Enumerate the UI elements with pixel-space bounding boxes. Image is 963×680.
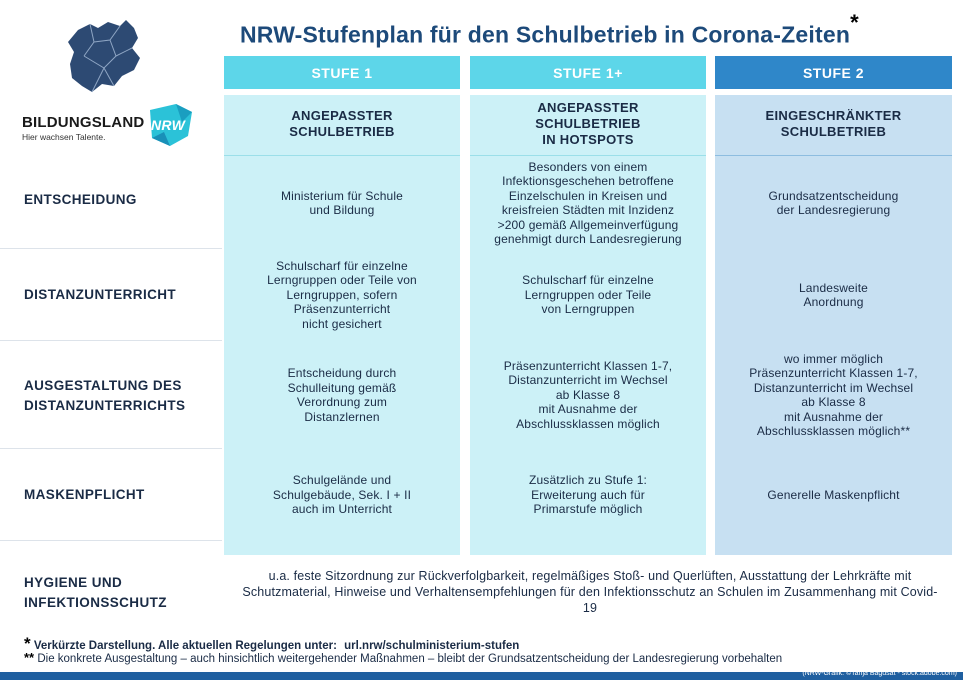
cell-text: Schulscharf für einzelne Lerngruppen oder Teile von Lerngruppen, sofern Präsenzunterricht nicht gesichert xyxy=(267,258,417,331)
cell-ausgestaltung-stufe-1-plus xyxy=(470,342,706,448)
cell-maskenpflicht-stufe-1 xyxy=(224,450,460,540)
cell-entscheidung-stufe-1-plus xyxy=(470,158,706,248)
cell-text: Grundsatzentscheidung der Landesregierung xyxy=(768,188,899,217)
bildungsland-logo xyxy=(22,102,202,152)
subheader-text: ANGEPASSTER SCHULBETRIEB xyxy=(289,108,395,139)
row-separator xyxy=(0,540,222,541)
cell-ausgestaltung-stufe-1 xyxy=(224,342,460,448)
footnote-2-text: Die konkrete Ausgestaltung – auch hinsichtlich weitergehender Maßnahmen – bleibt der Grundsatzentscheidung der Landesregierung vorbehalten xyxy=(37,653,783,665)
cell-distanzunterricht-stufe-1-plus xyxy=(470,250,706,340)
column-header-stufe-2 xyxy=(715,56,952,89)
column-subheader-stufe-1-plus xyxy=(470,95,706,153)
cell-distanzunterricht-stufe-2 xyxy=(715,250,952,340)
cell-maskenpflicht-stufe-2 xyxy=(715,450,952,540)
hygiene-text: u.a. feste Sitzordnung zur Rückverfolgbarkeit, regelmäßiges Stoß- und Querlüften, Ausstattung der Lehrkräfte mit Schutzmaterial, Hinweise und Verhaltensempfehlungen für den Infektionsschutz an Schulen im Zusammenhang mit Covid-19 xyxy=(242,569,938,615)
row-label-distanzunterricht: DISTANZUNTERRICHT xyxy=(24,287,177,302)
cell-text: wo immer möglich Präsenzunterricht Klassen 1-7, Distanzunterricht im Wechsel ab Klasse 8 mit Ausnahme der Abschlussklassen möglich** xyxy=(749,351,918,438)
column-header-stufe-1-plus xyxy=(470,56,706,89)
footnote-1-url[interactable]: url.nrw/schulministerium-stufen xyxy=(344,640,520,652)
page-title xyxy=(240,10,940,49)
row-label-maskenpflicht: MASKENPFLICHT xyxy=(24,487,145,502)
column-subheader-stufe-1 xyxy=(224,95,460,153)
footnote-2-mark: ** xyxy=(24,650,35,665)
subheader-text: ANGEPASSTER SCHULBETRIEB IN HOTSPOTS xyxy=(535,100,641,147)
cell-maskenpflicht-stufe-1-plus xyxy=(470,450,706,540)
subheader-text: EINGESCHRÄNKTER SCHULBETRIEB xyxy=(765,108,902,139)
cell-text: Besonders von einem Infektionsgeschehen betroffene Einzelschulen in Kreisen und kreisfreien Städten mit Inzidenz >200 gemäß Allgemeinverfügung genehmigt durch Landesregierung xyxy=(494,159,682,246)
footnote-2 xyxy=(24,650,782,665)
row-separator xyxy=(0,448,222,449)
nrw-map-icon xyxy=(64,18,144,96)
divider xyxy=(470,155,706,156)
title-text: NRW-Stufenplan für den Schulbetrieb in Corona-Zeiten xyxy=(240,21,851,48)
nrw-badge xyxy=(146,104,194,146)
column-header-stufe-1 xyxy=(224,56,460,89)
cell-text: Landesweite Anordnung xyxy=(798,280,869,309)
nrw-badge-label: NRW xyxy=(151,117,186,133)
column-header-label: STUFE 1+ xyxy=(553,64,623,81)
row-label-ausgestaltung: AUSGESTALTUNG DES DISTANZUNTERRICHTS xyxy=(24,378,186,413)
row-label-entscheidung: ENTSCHEIDUNG xyxy=(24,192,137,207)
cell-text: Zusätzlich zu Stufe 1: Erweiterung auch für Primarstufe möglich xyxy=(528,473,648,517)
cell-text: Schulscharf für einzelne Lerngruppen oder Teile von Lerngruppen xyxy=(522,273,654,317)
row-separator xyxy=(0,248,222,249)
cell-text: Ministerium für Schule und Bildung xyxy=(280,188,403,217)
logo-name: BILDUNGSLAND xyxy=(22,114,145,131)
row-separator xyxy=(0,340,222,341)
cell-text: Entscheidung durch Schulleitung gemäß Verordnung zum Distanzlernen xyxy=(287,366,397,424)
column-header-label: STUFE 2 xyxy=(802,64,865,81)
cell-text: Präsenzunterricht Klassen 1-7, Distanzunterricht im Wechsel ab Klasse 8 mit Ausnahme der Abschlussklassen möglich xyxy=(503,358,673,431)
cell-entscheidung-stufe-2 xyxy=(715,158,952,248)
row-label-hygiene: HYGIENE UND INFEKTIONSSCHUTZ xyxy=(24,575,167,610)
logo-tagline: Hier wachsen Talente. xyxy=(22,132,106,142)
image-credit: (NRW-Grafik: ©Tanja Bagusat - stock.adobe.com) xyxy=(802,670,957,677)
divider xyxy=(224,155,460,156)
cell-text: Generelle Maskenpflicht xyxy=(767,487,900,502)
title-footnote-mark: * xyxy=(850,10,859,35)
divider xyxy=(715,155,952,156)
footnote-1-mark: * xyxy=(24,634,31,653)
column-header-label: STUFE 1 xyxy=(311,64,373,81)
cell-distanzunterricht-stufe-1 xyxy=(224,250,460,340)
footnote-1-text: Verkürzte Darstellung. Alle aktuellen Regelungen unter: xyxy=(33,640,337,652)
cell-text: Schulgelände und Schulgebäude, Sek. I + II auch im Unterricht xyxy=(272,473,412,517)
cell-entscheidung-stufe-1 xyxy=(224,158,460,248)
cell-ausgestaltung-stufe-2 xyxy=(715,342,952,448)
column-subheader-stufe-2 xyxy=(715,95,952,153)
